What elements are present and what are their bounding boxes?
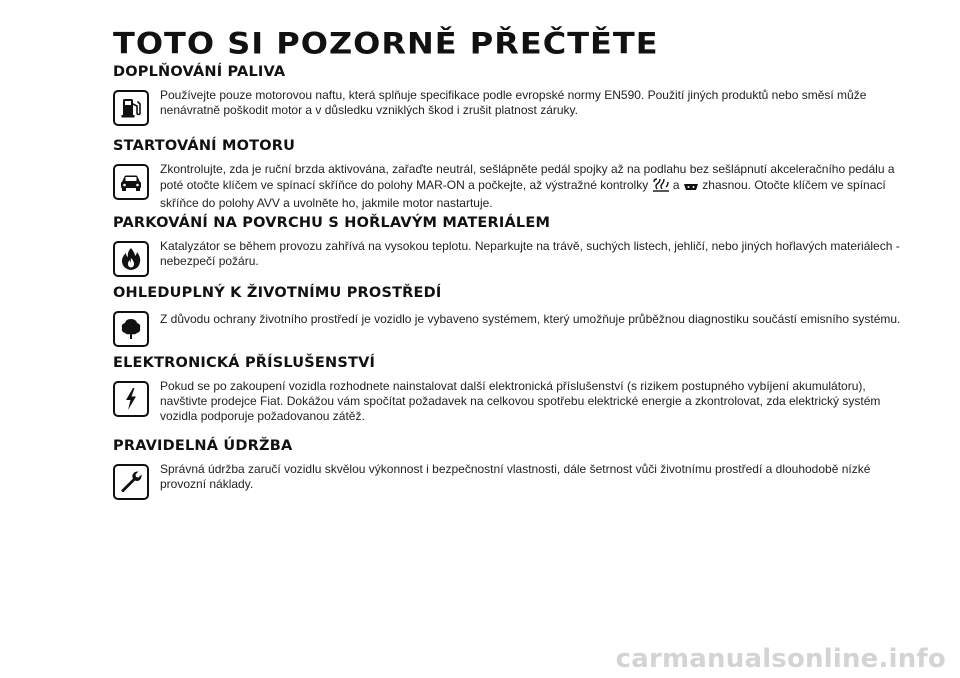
section-maintenance xyxy=(113,438,913,491)
section-fuel xyxy=(113,64,913,117)
section-electronics xyxy=(113,355,913,423)
text-part: zhasnou. Otočte klíčem ve spínací skříňce do polohy AVV a uvolněte ho, jakmile motor nastartuje. xyxy=(160,178,886,210)
section-text: Z důvodu ochrany životního prostředí je vozidlo je vybaveno systémem, který umožňuje průběžnou diagnostiku součástí emisního systému. xyxy=(160,312,901,326)
section-parking xyxy=(113,215,913,268)
flame-icon xyxy=(113,241,149,277)
car-icon xyxy=(113,164,149,200)
fuel-pump-icon xyxy=(113,90,149,126)
section-text: Katalyzátor se během provozu zahřívá na vysokou teplotu. Neparkujte na trávě, suchých listech, jehličí, nebo jiných hořlavých materiálech - nebezpečí požáru. xyxy=(160,239,900,268)
wrench-icon xyxy=(113,464,149,500)
section-engine-start xyxy=(113,138,913,210)
section-text: Pokud se po zakoupení vozidla rozhodnete nainstalovat další elektronická příslušenství (s rizikem postupného vybíjení akumulátoru), navštivte prodejce Fiat. Dokážou vám spočítat požadavek na celkovou spotřebu elektrické energie a zkontrolovat, zda elektrický systém vozidla podporuje požadovanou zátěž. xyxy=(160,379,881,423)
section-heading: STARTOVÁNÍ MOTORU xyxy=(113,138,296,154)
lightning-icon xyxy=(113,381,149,417)
watermark-text: carmanualsonline.info xyxy=(615,644,946,674)
eobd-warning-icon xyxy=(683,181,699,196)
section-environment xyxy=(113,285,913,326)
section-heading: OHLEDUPLNÝ K ŽIVOTNÍMU PROSTŘEDÍ xyxy=(113,285,442,301)
text-part: Zkontrolujte, zda je ruční brzda aktivována, zařaďte neutrál, sešlápněte pedál spojky až na podlahu bez sešlápnutí akceleračního pedálu a poté otočte klíčem ve spínací skříňce do polohy MAR-ON a počkejte, až výstražné kontrolky xyxy=(160,162,895,192)
section-text: Správná údržba zaručí vozidlu skvělou výkonnost i bezpečnostní vlastnosti, dále šetrnost vůči životnímu prostředí a dlouhodobě nízké provozní náklady. xyxy=(160,462,871,491)
section-heading: ELEKTRONICKÁ PŘÍSLUŠENSTVÍ xyxy=(113,355,376,371)
tree-icon xyxy=(113,311,149,347)
section-heading: PRAVIDELNÁ ÚDRŽBA xyxy=(113,438,293,454)
section-heading: PARKOVÁNÍ NA POVRCHU S HOŘLAVÝM MATERIÁLEM xyxy=(113,215,551,231)
text-part: a xyxy=(672,178,680,192)
page-title: TOTO SI POZORNĚ PŘEČTĚTE xyxy=(113,26,659,61)
section-heading: DOPLŇOVÁNÍ PALIVA xyxy=(113,64,286,80)
section-text xyxy=(160,162,910,211)
section-text: Používejte pouze motorovou naftu, která splňuje specifikace podle evropské normy EN590. Použití jiných produktů nebo směsí může nenávratně poškodit motor a v důsledku vzniklých škod i zrušit platnost záruky. xyxy=(160,88,867,117)
glow-plug-warning-icon xyxy=(652,177,670,196)
